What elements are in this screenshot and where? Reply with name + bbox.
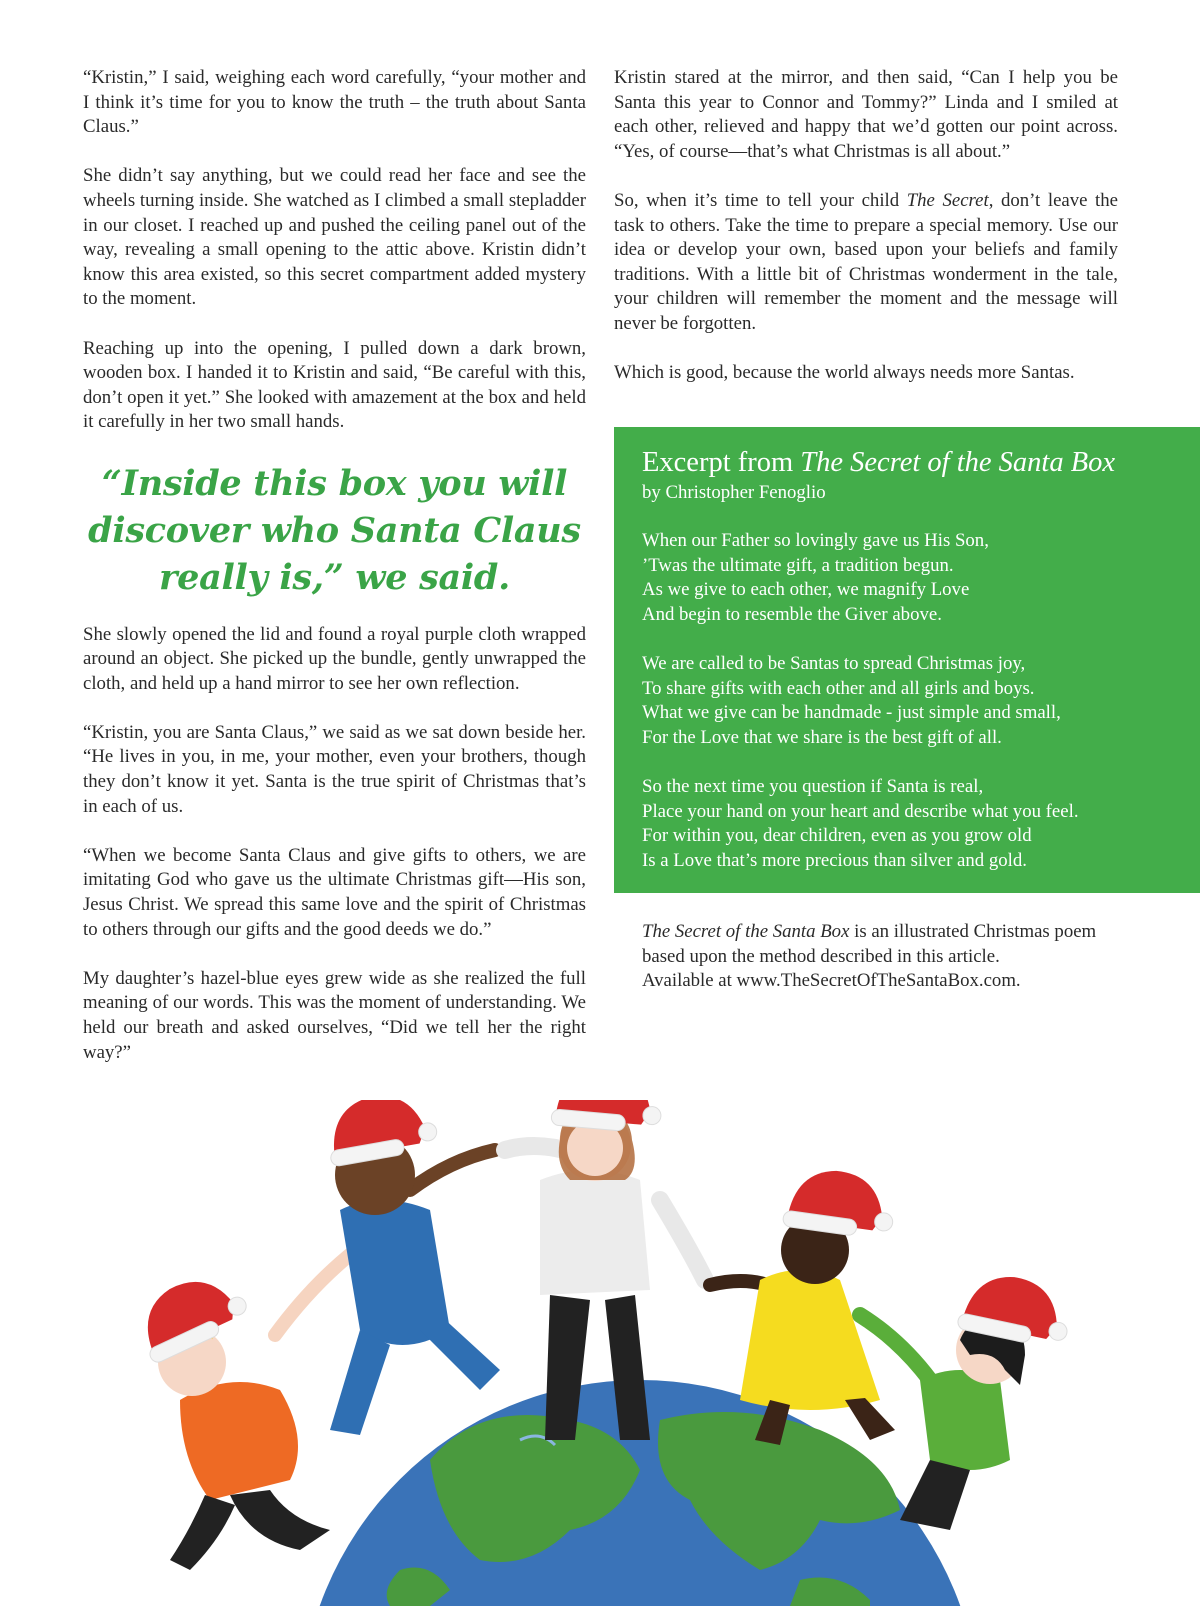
poem-stanza bbox=[642, 529, 1180, 627]
poem-line: To share gifts with each other and all girls and boys. bbox=[642, 677, 1035, 699]
book-note bbox=[642, 920, 1162, 994]
poem-line: Place your hand on your heart and describe what you feel. bbox=[642, 800, 1079, 822]
book-note-line: based upon the method described in this article. bbox=[642, 945, 1000, 967]
paragraph: Which is good, because the world always needs more Santas. bbox=[614, 362, 1075, 384]
excerpt-byline: by Christopher Fenoglio bbox=[642, 482, 826, 503]
poem-line: And begin to resemble the Giver above. bbox=[642, 603, 942, 625]
paragraph: “Kristin, you are Santa Claus,” we said as we sat down beside her. “He lives in you, in me, your mother, even your brothers, though they don’t know it yet. Santa is the true spirit of Christmas that’s in each of us. bbox=[83, 721, 586, 817]
poem-line: For within you, dear children, even as you grow old bbox=[642, 825, 1032, 847]
poem-line: We are called to be Santas to spread Christmas joy, bbox=[642, 652, 1026, 674]
poem-line: So the next time you question if Santa is real, bbox=[642, 775, 984, 797]
paragraph-text: , don’t leave the task to others. Take the time to prepare a special memory. Use our idea or develop your own, based upon your beliefs and family traditions. With a little bit of Christmas wonderment in the tale, your children will remember the moment and the message will never be forgotten. bbox=[614, 189, 1118, 334]
paragraph bbox=[614, 189, 1118, 337]
poem-line: ’Twas the ultimate gift, a tradition begun. bbox=[642, 554, 954, 576]
pull-quote: “Inside this box you will discover who Santa Claus really is,” we said. bbox=[88, 462, 581, 598]
book-note-line bbox=[642, 920, 1162, 945]
excerpt-title-prefix: Excerpt from bbox=[642, 447, 801, 478]
paragraph: My daughter’s hazel-blue eyes grew wide as she realized the full meaning of our words. This was the moment of understanding. We held our breath and asked ourselves, “Did we tell her the right way?” bbox=[83, 967, 586, 1063]
poem-line: Is a Love that’s more precious than silver and gold. bbox=[642, 849, 1027, 871]
book-note-title: The Secret of the Santa Box bbox=[642, 921, 850, 942]
book-note-line: Available at www.TheSecretOfTheSantaBox.com. bbox=[642, 970, 1021, 992]
paragraph: Reaching up into the opening, I pulled down a dark brown, wooden box. I handed it to Kristin and said, “Be careful with this, don’t open it yet.” She looked with amazement at the box and held it carefully in her two small hands. bbox=[83, 337, 586, 433]
excerpt-title bbox=[642, 445, 1180, 481]
child-yellow-dress bbox=[740, 1164, 899, 1445]
book-note-text: is an illustrated Christmas poem bbox=[849, 921, 1097, 942]
left-column bbox=[83, 66, 586, 1090]
paragraph-text: So, when it’s time to tell your child bbox=[614, 189, 907, 211]
poem-line: As we give to each other, we magnify Love bbox=[642, 579, 970, 601]
book-title-italic: The Secret bbox=[906, 189, 989, 211]
poem-stanza bbox=[642, 652, 1180, 750]
paragraph: She slowly opened the lid and found a royal purple cloth wrapped around an object. She picked up the bundle, gently unwrapped the cloth, and held up a hand mirror to see her own reflection. bbox=[83, 623, 586, 694]
excerpt-box bbox=[614, 427, 1200, 893]
excerpt-title-book: The Secret of the Santa Box bbox=[800, 447, 1116, 478]
paragraph: “When we become Santa Claus and give gifts to others, we are imitating God who gave us the ultimate Christmas gift—His son, Jesus Christ. We spread this same love and the spirit of Christmas to others through our gifts and the good deeds we do.” bbox=[83, 844, 586, 940]
child-green-shirt bbox=[900, 1267, 1076, 1530]
paragraph: She didn’t say anything, but we could read her face and see the wheels turning inside. She watched as I climbed a small stepladder in our closet. I reached up and pushed the ceiling panel out of the way, revealing a small opening to the attic above. Kristin didn’t know this area existed, so this secret compartment added mystery to the moment. bbox=[83, 165, 586, 310]
poem-line: For the Love that we share is the best gift of all. bbox=[642, 726, 1002, 748]
children-around-globe-illustration bbox=[100, 1100, 1100, 1606]
poem-stanza bbox=[642, 775, 1180, 873]
paragraph: “Kristin,” I said, weighing each word carefully, “your mother and I think it’s time for you to know the truth – the truth about Santa Claus.” bbox=[83, 67, 586, 138]
poem-line: What we give can be handmade - just simple and small, bbox=[642, 702, 1061, 724]
right-column bbox=[614, 66, 1118, 410]
poem-line: When our Father so lovingly gave us His Son, bbox=[642, 530, 989, 551]
paragraph: Kristin stared at the mirror, and then said, “Can I help you be Santa this year to Connor and Tommy?” Linda and I smiled at each other, relieved and happy that we’d gotten our point across. “Yes, of course—that’s what Christmas is all about.” bbox=[614, 67, 1118, 162]
